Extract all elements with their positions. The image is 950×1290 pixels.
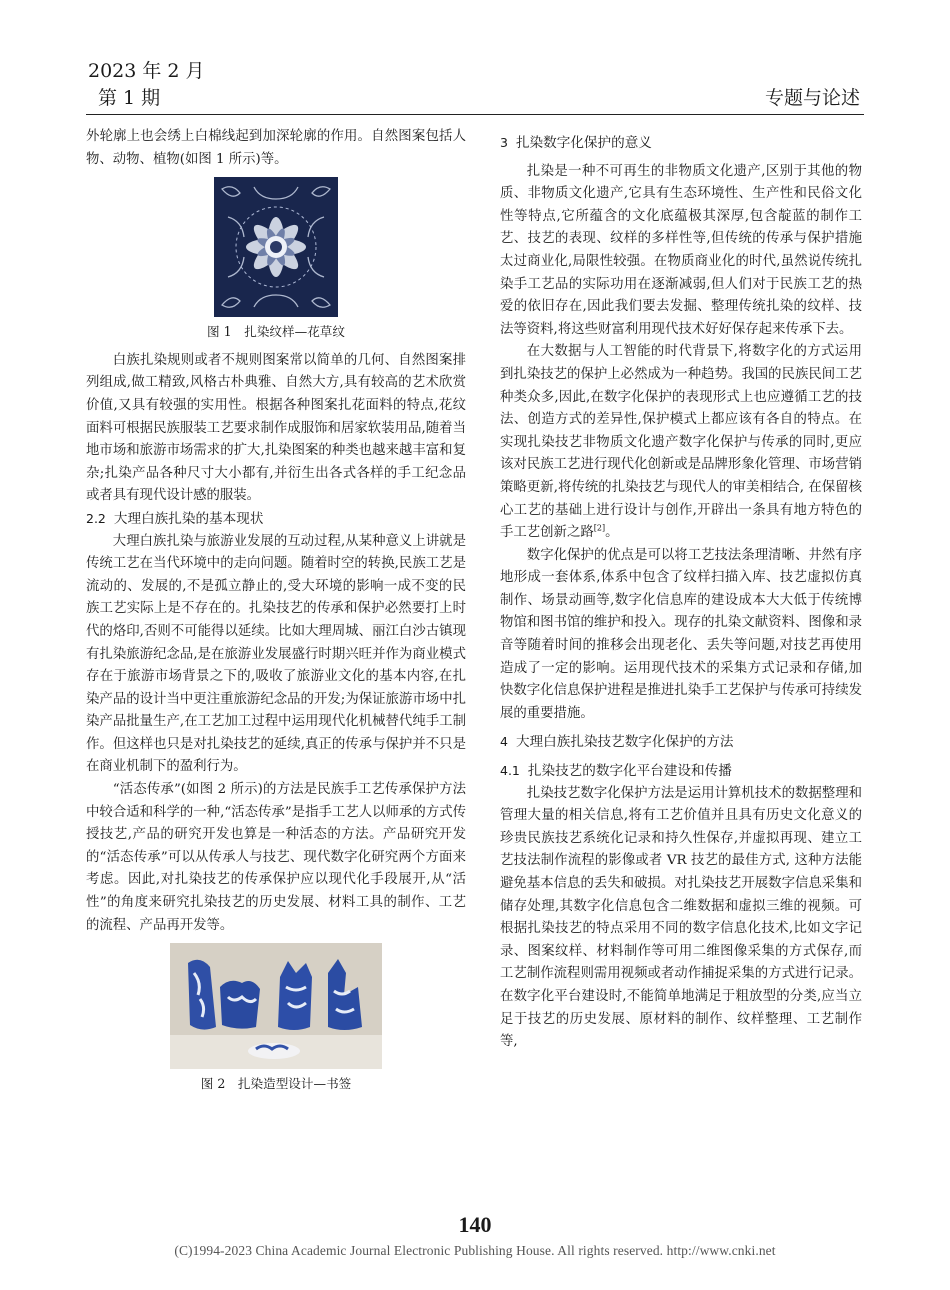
header-issue: 第 1 期 [98, 87, 161, 109]
right-column [500, 126, 862, 1054]
section-number: 4 [500, 734, 508, 750]
figure-2-caption: 图 2 扎染造型设计—书签 [200, 1076, 352, 1092]
paragraph: 大理白族扎染与旅游业发展的互动过程,从某种意义上讲就是传统工艺在当代环境中的走向问题。随着时空的转换,民族工艺是流动的、发展的,不是孤立静止的,受大环境的影响一成不变的民族工艺实际上是不存在的。扎染技艺的传承和保护必然要打上时代的烙印,否则不可能得以延续。比如大理周城、丽江白沙古镇现有扎染旅游纪念品,是在旅游业发展盛行时期兴旺并作为商业模式存在于旅游市场背景之下的,吸收了旅游业文化的基本内容,在扎染产品的设计当中更注重旅游纪念品的开发;为保证旅游市场中扎染产品批量生产,在工艺加工过程中运用现代化机械替代纯手工制作。但这样也只是对扎染技艺的延续,真正的传承与保护并不只是在商业机制下的盈利行为。 [86, 533, 466, 775]
section-title: 扎染数字化保护的意义 [515, 135, 652, 151]
figure-2 [86, 943, 466, 1069]
paragraph: “活态传承”(如图 2 所示)的方法是民族手工艺传承保护方法中较合适和科学的一种,“活态传承”是指手工艺人以师承的方式传授技艺,产品的研究开发也算是一种活态的方法。产品研究开发的“活态传承”可以从传承人与技艺、现代数字化研究两个方面来考虑。因此,对扎染技艺的传承保护应以现代化手段展开,从“活性”的角度来研究扎染技艺的历史发展、材料工具的制作、工艺的流程、产品再开发等。 [86, 782, 466, 933]
section-heading-4 [500, 731, 862, 754]
figure-1 [86, 177, 466, 317]
tie-dye-bookmark-image [170, 943, 382, 1069]
section-title: 大理白族扎染的基本现状 [113, 510, 264, 527]
section-heading-2-2 [86, 508, 466, 531]
page-number: 140 [458, 1212, 492, 1237]
header-left [88, 58, 205, 112]
figure-1-caption: 图 1 扎染纹样—花草纹 [207, 324, 345, 340]
paragraph: 数字化保护的优点是可以将工艺技法条理清晰、井然有序地形成一套体系,体系中包含了纹样扫描入库、技艺虚拟仿真制作、场景动画等,数字化信息库的建设成本大大低于传统博物馆和图书馆的维护和投入。现存的扎染文献资料、图像和录音等随着时间的推移会出现老化、丢失等问题,对技艺再使用造成了一定的影响。运用现代技术的采集方式记录和存储,加快数字化信息保护进程是推进扎染手工艺保护与传承可持续发展的重要措施。 [500, 547, 862, 721]
header-date: 2023 年 2 月 [88, 60, 205, 82]
tie-dye-flower-pattern-image [214, 177, 338, 317]
section-title: 大理白族扎染技艺数字化保护的方法 [515, 734, 734, 751]
section-number: 3 [500, 135, 508, 150]
section-heading-4-1 [500, 760, 862, 783]
paragraph: 白族扎染规则或者不规则图案常以简单的几何、自然图案排列组成,做工精致,风格古朴典雅、自然大方,具有较高的艺术欣赏价值,又具有较强的实用性。根据各种图案扎花面料的特点,花纹面料可根据民族服装工艺要求制作成服饰和居家软装用品,随着当地市场和旅游市场需求的扩大,扎染图案的种类也越来越丰富和复杂;扎染产品各种尺寸大小都有,并衍生出各式各样的手工纪念品或者具有现代设计感的服装。 [86, 352, 466, 504]
paragraph [500, 341, 862, 544]
section-title: 扎染技艺的数字化平台建设和传播 [527, 763, 732, 780]
paragraph-text: 在大数据与人工智能的时代背景下,将数字化的方式运用到扎染技艺的保护上必然成为一种趋势。我国的民族民间工艺种类众多,因此,在数字化保护的表现形式上也应遵循工艺的技法、创造方式的差异性,保护模式上都应该有各自的特点。在实现扎染技艺非物质文化遗产数字化保护与传承的同时,更应该对民族工艺进行现代化创新或是品牌形象化管理、市场营销策略更新,将传统的扎染技艺与现代人的审美相结合, 在保留核心工艺的基础上进行设计与创作,开辟出一条具有地方特色的手工艺创新之路 [500, 344, 862, 541]
paragraph: 扎染是一种不可再生的非物质文化遗产,区别于其他的物质、非物质文化遗产,它具有生态环境性、生产性和民俗文化性等特点,它所蕴含的文化底蕴极其深厚,包含靛蓝的制作工艺、技艺的表现、纹样的多样性等,但传统的传承与保护措施太过商业化,局限性较强。在物质商业化的时代,虽然说传统扎染手工艺品的实际功用在逐渐减弱,但人们对于民族工艺的热爱的依旧存在,因此我们要去发掘、整理传统扎染的纹样、技法等资料,将这些财富利用现代技术好好保存起来传承下去。 [500, 163, 862, 337]
header-section: 专题与论述 [764, 87, 860, 109]
header-rule [86, 114, 864, 115]
figure-2-image [170, 943, 382, 1069]
paragraph: 扎染技艺数字化保护方法是运用计算机技术的数据整理和管理大量的相关信息,将有工艺价值并且具有历史文化意义的珍贵民族技艺系统化记录和持久性保存,并虚拟再现、建立工艺技法制作流程的影像或者 VR 技艺的最佳方式, 这种方法能避免基本信息的丢失和破损。对扎染技艺开展数字信息采集和储存处理,其数字化信息包含二维数据和虚拟三维的视频。可根据扎染技艺的特点采用不同的数字信息化技术,比如文字记录、图案纹样、材料制作等可用二维图像采集的方式保存,而工艺制作流程则需用视频或者动作捕捉采集的方式进行记录。在数字化平台建设时,不能简单地满足于粗放型的分类,应当立足于技艺的历史发展、原材料的制作、纹样整理、工艺制作等, [500, 785, 862, 1050]
section-number: 2.2 [86, 510, 106, 526]
footer-copyright: (C)1994-2023 China Academic Journal Electronic Publishing House. All rights reserved. http://www.cnki.net [174, 1243, 776, 1258]
left-column [86, 126, 466, 1102]
section-heading-3 [500, 132, 862, 155]
paragraph-end: 。 [605, 525, 619, 541]
section-number: 4.1 [500, 763, 520, 779]
paragraph: 外轮廓上也会绣上白棉线起到加深轮廓的作用。自然图案包括人物、动物、植物(如图 1 所示)等。 [86, 129, 466, 167]
reference-marker: [2] [593, 523, 606, 533]
figure-1-image [214, 177, 338, 317]
